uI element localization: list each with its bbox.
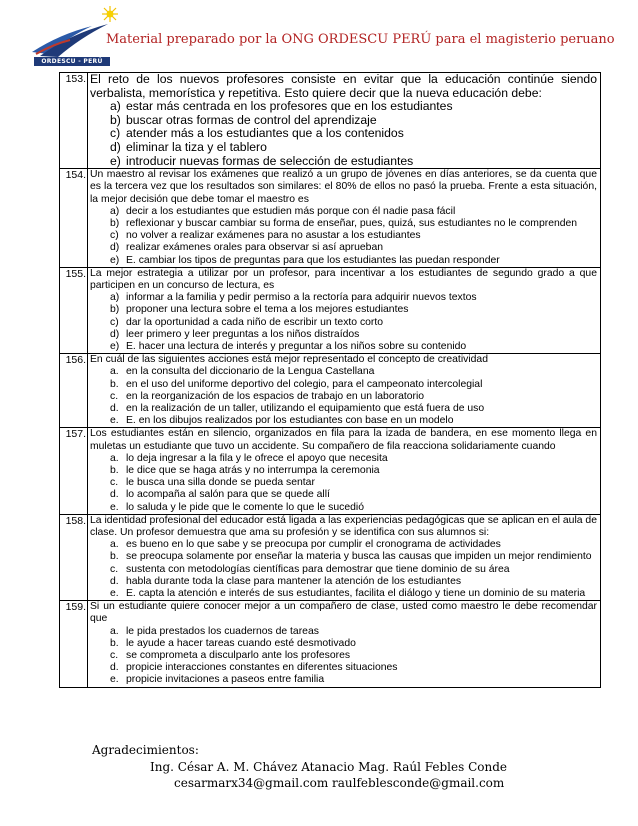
option-text: informar a la familia y pedir permiso a la rectoría para adquirir nuevos textos [126, 292, 477, 304]
option-item [90, 292, 597, 304]
option-item [90, 489, 597, 501]
question-row [60, 267, 601, 353]
option-letter: e) [110, 153, 121, 168]
header-title: Material preparado por la ONG ORDESCU PERÚ para el magisterio peruano [106, 32, 615, 47]
option-item [90, 141, 597, 155]
author-names: Ing. César A. M. Chávez Atanacio Mag. Raúl Febles Conde [150, 760, 508, 774]
option-item [90, 366, 597, 378]
option-letter: c. [110, 390, 119, 402]
option-text: introducir nuevas formas de selección de estudiantes [126, 153, 414, 168]
option-text: decir a los estudiantes que estudien más porque con él nadie pasa fácil [126, 205, 456, 217]
option-item [90, 317, 597, 329]
option-letter: d) [110, 139, 121, 154]
option-item [90, 662, 597, 674]
option-text: lo saluda y le pide que le comente lo que le sucedió [126, 501, 364, 513]
option-text: propicie interacciones constantes en diferentes situaciones [126, 662, 398, 674]
option-item [90, 564, 597, 576]
option-text: lo deja ingresar a la fila y le ofrece el apoyo que necesita [126, 452, 388, 464]
option-text: sustenta con metodologías científicas para demostrar que tiene dominio de su área [126, 563, 510, 575]
options-list [90, 453, 597, 514]
option-letter: d. [110, 575, 119, 587]
option-item [90, 465, 597, 477]
option-text: buscar otras formas de control del aprendizaje [126, 112, 377, 127]
option-text: se preocupa solamente por enseñar la materia y busca las causas que impiden un mejor rendimiento [126, 551, 592, 563]
option-item [90, 230, 597, 242]
question-number: 156. [60, 354, 88, 428]
question-number: 159. [60, 601, 88, 687]
option-item [90, 242, 597, 254]
option-letter: b. [110, 465, 119, 477]
options-list [90, 626, 597, 687]
option-item [90, 100, 597, 114]
option-letter: b. [110, 378, 119, 390]
option-text: le busca una silla donde se pueda sentar [126, 477, 315, 489]
option-item [90, 551, 597, 563]
question-row [60, 428, 601, 514]
acknowledgements-label: Agradecimientos: [92, 743, 199, 757]
option-text: estar más centrada en los profesores que en los estudiantes [126, 99, 453, 114]
question-number: 154. [60, 169, 88, 268]
question-text: Los estudiantes están en silencio, organizados en fila para la izada de bandera, en ese momento llega en muletas un estudiante que tuvo un accidente. Su compañero de fila reacciona solidariamente cuando [90, 428, 597, 452]
option-item [90, 638, 597, 650]
option-letter: b. [110, 637, 119, 649]
option-letter: a) [110, 99, 121, 114]
option-text: le ayude a hacer tareas cuando esté desmotivado [126, 637, 356, 649]
option-item [90, 329, 597, 341]
option-item [90, 576, 597, 588]
option-letter: e. [110, 501, 119, 513]
option-letter: a) [110, 205, 120, 217]
option-item [90, 650, 597, 662]
option-text: en la consulta del diccionario de la Lengua Castellana [126, 366, 375, 378]
options-list [90, 539, 597, 600]
option-text: no volver a realizar exámenes para no asustar a los estudiantes [126, 230, 421, 242]
option-text: reflexionar y buscar cambiar su forma de enseñar, pues, quizá, sus estudiantes no le comprenden [126, 217, 578, 229]
question-row [60, 354, 601, 428]
option-item [90, 341, 597, 353]
question-row [60, 169, 601, 268]
option-item [90, 391, 597, 403]
option-item [90, 127, 597, 141]
options-list [90, 206, 597, 267]
option-text: le pida prestados los cuadernos de tareas [126, 625, 319, 637]
author-emails: cesarmarx34@gmail.com raulfeblesconde@gmail.com [174, 776, 505, 790]
option-text: E. hacer una lectura de interés y preguntar a los niños sobre su contenido [126, 341, 467, 352]
question-number: 153. [60, 73, 88, 169]
option-text: eliminar la tiza y el tablero [126, 139, 267, 154]
option-text: es bueno en lo que sabe y se preocupa por cumplir el cronograma de actividades [126, 539, 501, 551]
option-text: propicie invitaciones a paseos entre familia [126, 674, 325, 686]
page-header [0, 0, 638, 72]
option-text: realizar exámenes orales para observar si así aprueban [126, 242, 384, 254]
questions-table [59, 72, 601, 688]
option-item [90, 304, 597, 316]
option-letter: e) [110, 254, 120, 266]
question-text: Si un estudiante quiere conocer mejor a un compañero de clase, usted como maestro le debe recomendar que [90, 601, 597, 625]
option-letter: e) [110, 341, 120, 352]
option-item [90, 626, 597, 638]
question-body [88, 354, 601, 428]
option-text: proponer una lectura sobre el tema a los mejores estudiantes [126, 304, 409, 316]
option-letter: c. [110, 477, 119, 489]
option-letter: e. [110, 415, 119, 427]
question-text: En cuál de las siguientes acciones está mejor representado el concepto de creatividad [90, 354, 488, 366]
option-text: en el uso del uniforme deportivo del colegio, para el campeonato intercolegial [126, 378, 483, 390]
option-item [90, 155, 597, 169]
question-body [88, 428, 601, 514]
option-letter: a) [110, 292, 120, 304]
option-letter: c) [110, 230, 119, 242]
option-item [90, 255, 597, 267]
option-letter: e. [110, 588, 119, 600]
option-item [90, 403, 597, 415]
question-body [88, 601, 601, 687]
option-text: dar la oportunidad a cada niño de escribir un texto corto [126, 316, 384, 328]
option-letter: d. [110, 489, 119, 501]
question-row [60, 73, 601, 169]
question-text: La mejor estrategia a utilizar por un profesor, para incentivar a los estudiantes de segundo grado a que participen en un concurso de lectura, es [90, 267, 597, 291]
option-letter: e. [110, 674, 119, 686]
option-letter: d) [110, 242, 120, 254]
options-list [90, 366, 597, 427]
option-item [90, 453, 597, 465]
option-item [90, 218, 597, 230]
option-text: E. cambiar los tipos de preguntas para que los estudiantes las puedan responder [126, 254, 500, 266]
question-body [88, 514, 601, 600]
option-text: le dice que se haga atrás y no interrumpa la ceremonia [126, 465, 380, 477]
question-body [88, 169, 601, 268]
option-text: E. capta la atención e interés de sus estudiantes, facilita el diálogo y tiene un dominio de su materia [126, 588, 586, 600]
option-item [90, 114, 597, 128]
option-item [90, 379, 597, 391]
question-row [60, 601, 601, 687]
question-text: La identidad profesional del educador está ligada a las experiencias pedagógicas que se aplican en el aula de clase. Un profesor demuestra que ama su profesión y se identifica con sus alumnos si: [90, 514, 597, 539]
option-letter: b) [110, 112, 121, 127]
option-item [90, 539, 597, 551]
option-text: atender más a los estudiantes que a los contenidos [126, 126, 404, 141]
option-item [90, 502, 597, 514]
option-letter: d. [110, 403, 119, 415]
option-text: en la reorganización de los espacios de trabajo en un laboratorio [126, 390, 425, 402]
option-item [90, 415, 597, 427]
question-row [60, 514, 601, 600]
options-list [90, 292, 597, 353]
option-letter: a. [110, 625, 119, 637]
option-item [90, 477, 597, 489]
option-letter: a. [110, 452, 119, 464]
option-letter: d) [110, 328, 120, 340]
question-text: El reto de los nuevos profesores consiste en evitar que la educación continúe siendo verbalista, memorística y repetitiva. Esto quiere decir que la nueva educación debe: [90, 72, 597, 100]
option-text: E. en los dibujos realizados por los estudiantes con base en un modelo [126, 415, 454, 427]
option-letter: c. [110, 563, 119, 575]
option-text: en la realización de un taller, utilizando el equipamiento que está fuera de uso [126, 403, 485, 415]
question-number: 157. [60, 428, 88, 514]
question-number: 158. [60, 514, 88, 600]
option-item [90, 588, 597, 600]
option-letter: d. [110, 662, 119, 674]
option-letter: c. [110, 650, 119, 662]
option-text: lo acompaña al salón para que se quede allí [126, 489, 330, 501]
option-item [90, 674, 597, 686]
option-letter: a. [110, 539, 119, 551]
option-letter: b. [110, 551, 119, 563]
option-text: leer primero y leer preguntas a los niños distraídos [126, 328, 360, 340]
question-number: 155. [60, 267, 88, 353]
option-text: se comprometa a disculparlo ante los profesores [126, 650, 351, 662]
option-letter: c) [110, 316, 119, 328]
question-body [88, 73, 601, 169]
logo-caption: ORDESCU - PERÚ [34, 57, 110, 66]
option-letter: a. [110, 366, 119, 378]
option-letter: b) [110, 217, 120, 229]
option-letter: b) [110, 304, 120, 316]
option-letter: c) [110, 126, 121, 141]
question-text: Un maestro al revisar los exámenes que realizó a un grupo de jóvenes en días anteriores, se da cuenta que es la tercera vez que los resultados son similares: el 80% de ellos no pasó la prueba. Frente a esta situación, la mejor decisión que debe tomar el maestro es [90, 169, 597, 205]
question-body [88, 267, 601, 353]
option-item [90, 206, 597, 218]
option-text: habla durante toda la clase para mantener la atención de los estudiantes [126, 575, 462, 587]
options-list [90, 100, 597, 168]
